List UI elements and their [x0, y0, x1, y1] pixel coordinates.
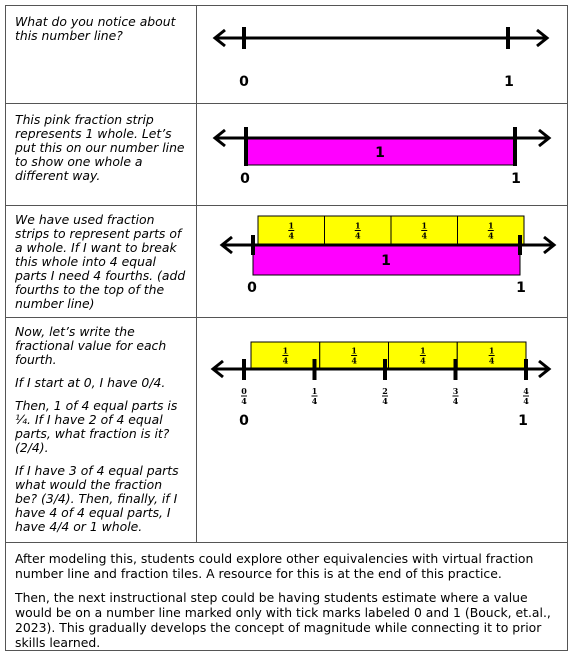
- fourth-piece-label-denominator: 4: [282, 355, 289, 366]
- table-border-left: [5, 5, 6, 651]
- footer-paragraph: Then, the next instructional step could be having students estimate where a value would be on a number line marked only with tick marks labeled 0 and 1 (Bouck, et.al., 2023). This gradually develops the concept of magnitude while connecting it to prior skills learned.: [15, 590, 551, 650]
- footer-paragraph: After modeling this, students could explore other equivalencies with virtual fraction number line and fraction tiles. A resource for this is at the end of this practice.: [15, 551, 534, 581]
- label-one: 1: [518, 413, 528, 429]
- label-zero: 0: [247, 280, 257, 296]
- row4-paragraph: Then, 1 of 4 equal parts is ¼. If I have 2 of 4 equal parts, what fraction is it? (2/4).: [15, 398, 178, 455]
- fourth-piece-label-denominator: 4: [351, 355, 357, 366]
- whole-strip-number-line: [196, 103, 567, 205]
- row4-paragraph: Now, let’s write the fractional value for each fourth.: [15, 324, 167, 367]
- label-zero: 0: [239, 413, 249, 429]
- whole-strip-label: 1: [375, 145, 385, 161]
- row2-text: [15, 113, 187, 192]
- plain-number-line: [196, 5, 567, 103]
- footer-text: [15, 551, 560, 659]
- label-zero: 0: [239, 74, 249, 90]
- tick-fraction-denominator: 4: [523, 396, 529, 406]
- fourth-piece-label-denominator: 4: [421, 230, 428, 241]
- label-one: 1: [504, 74, 514, 90]
- tick-fraction-denominator: 4: [311, 396, 318, 406]
- fourth-piece-label-denominator: 4: [420, 355, 426, 366]
- label-zero: 0: [240, 171, 250, 187]
- row4-paragraph: If I start at 0, I have 0/4.: [15, 375, 166, 390]
- tick-fraction-denominator: 4: [452, 396, 459, 406]
- label-one: 1: [511, 171, 521, 187]
- fourths-strip: [251, 342, 526, 369]
- tick-fraction-numerator: 3: [452, 386, 459, 396]
- tick-fraction-numerator: 2: [382, 386, 388, 396]
- tick-fraction-numerator: 4: [523, 386, 529, 396]
- fourth-piece-label-numerator: 1: [354, 220, 361, 231]
- row2-paragraph: This pink fraction strip represents 1 whole. Let’s put this on our number line to show one whole a different way.: [15, 112, 185, 183]
- fourth-piece-label-numerator: 1: [420, 345, 426, 356]
- tick-fraction-numerator: 0: [241, 386, 247, 396]
- whole-strip-label: 1: [381, 253, 391, 269]
- tick-fraction-denominator: 4: [241, 396, 247, 406]
- row4-paragraph: If I have 3 of 4 equal parts what would the fraction be? (3/4). Then, finally, if I have 4 of 4 equal parts, I have 4/4 or 1 whole.: [15, 463, 179, 534]
- fourth-piece-label-denominator: 4: [487, 230, 494, 241]
- fourth-piece-label-numerator: 1: [421, 220, 428, 231]
- row1-text: [15, 15, 187, 52]
- fourth-piece-label-numerator: 1: [487, 220, 494, 231]
- fourth-piece-label-numerator: 1: [288, 220, 295, 231]
- fourth-piece-label-numerator: 1: [282, 345, 289, 356]
- fourth-piece-label-numerator: 1: [488, 345, 495, 356]
- fourths-strip: [258, 216, 524, 245]
- tick-fraction-denominator: 4: [382, 396, 388, 406]
- lesson-table: [5, 5, 568, 651]
- fourth-piece-label-numerator: 1: [351, 345, 357, 356]
- tick-fraction-numerator: 1: [311, 386, 318, 396]
- row1-paragraph: What do you notice about this number line?: [15, 14, 176, 43]
- fourth-piece-label-denominator: 4: [488, 355, 495, 366]
- labeled-fractions-number-line: [196, 317, 567, 542]
- label-one: 1: [516, 280, 526, 296]
- row4-text: [15, 325, 187, 543]
- table-border-right: [567, 5, 568, 651]
- row3-paragraph: We have used fraction strips to represent parts of a whole. If I want to break this whole into 4 equal parts I need 4 fourths. (add fourths to the top of the number line): [15, 212, 186, 311]
- fourths-strip-number-line: [196, 205, 567, 317]
- fourth-piece-label-denominator: 4: [288, 230, 295, 241]
- row3-text: [15, 213, 187, 320]
- fourth-piece-label-denominator: 4: [354, 230, 361, 241]
